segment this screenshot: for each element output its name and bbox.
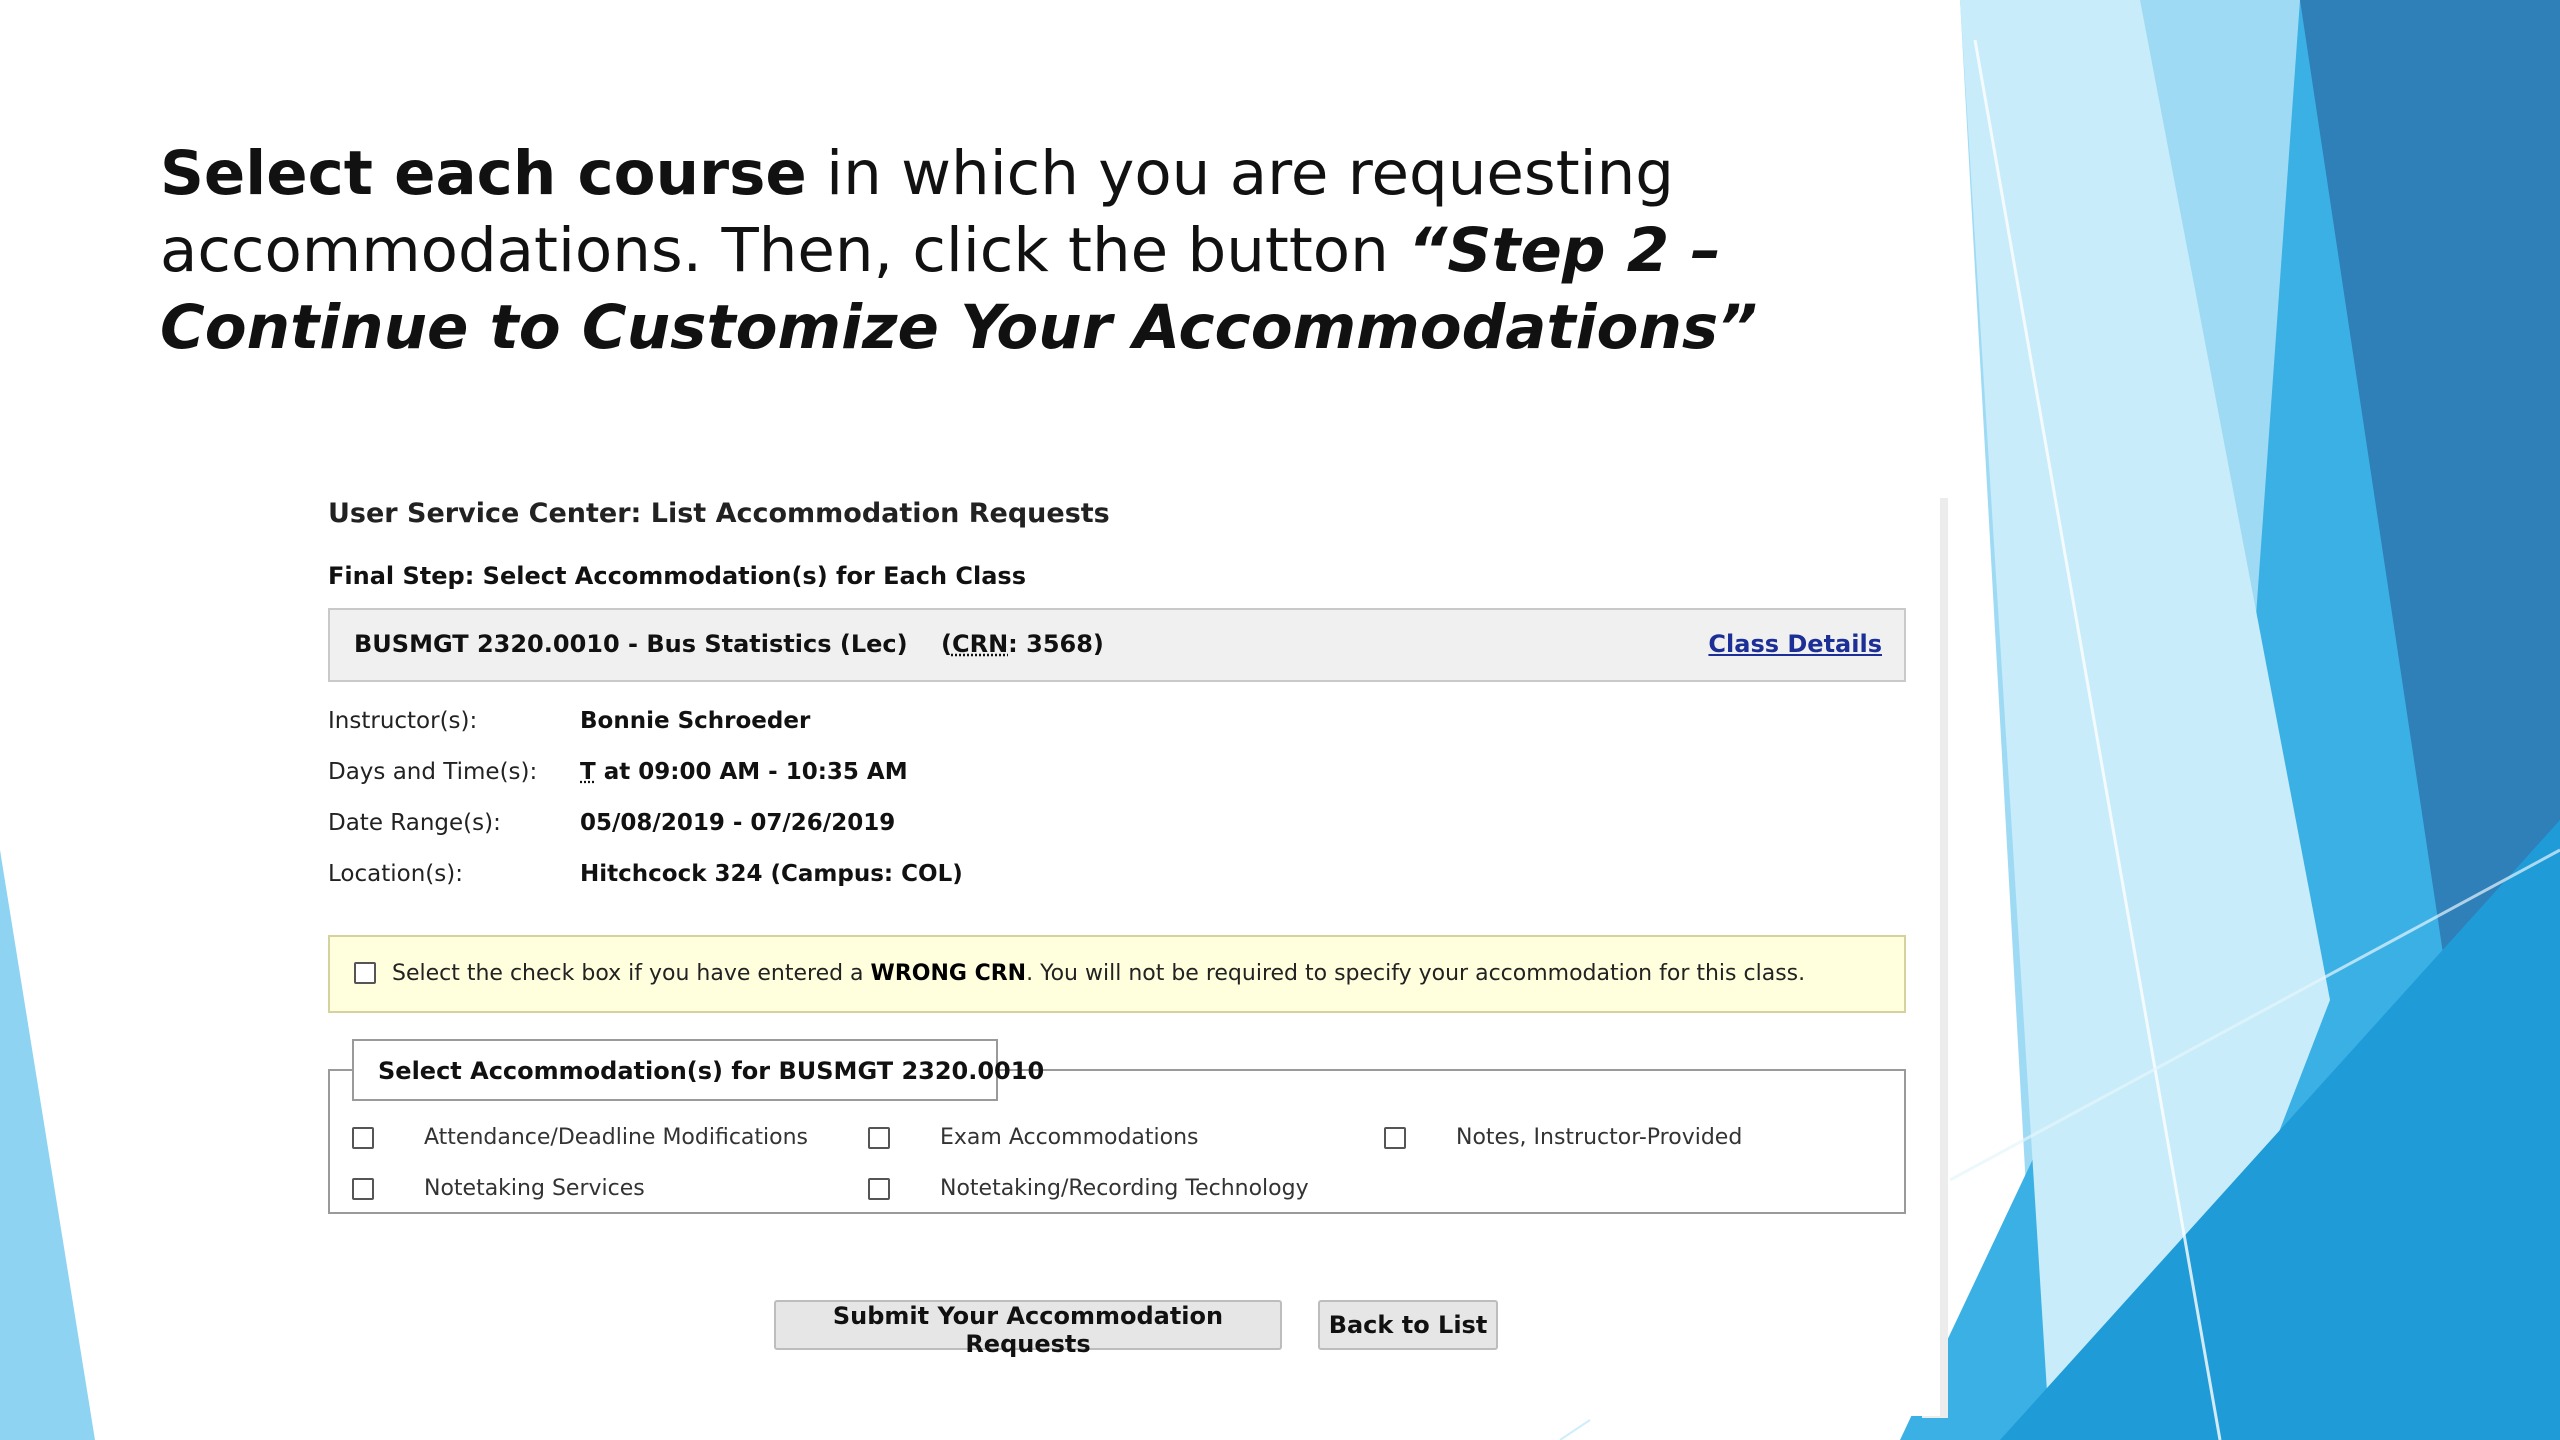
decor-left-sliver [0, 850, 95, 1440]
option-label[interactable]: Notes, Instructor-Provided [1456, 1125, 1743, 1150]
wrong-crn-text-before: Select the check box if you have entered a [392, 961, 871, 986]
option-label[interactable]: Notetaking Services [424, 1176, 645, 1201]
exam-accommodations-checkbox[interactable] [868, 1127, 890, 1149]
wrong-crn-checkbox[interactable] [354, 962, 376, 984]
crn-open: ( [941, 630, 952, 658]
instructor-label: Instructor(s): [328, 708, 478, 734]
notetaking-services-checkbox[interactable] [352, 1178, 374, 1200]
wrong-crn-text-after: . You will not be required to specify your accommodation for this class. [1026, 961, 1806, 986]
step-subtitle: Final Step: Select Accommodation(s) for Each Class [328, 562, 1027, 590]
accommodations-legend-text: Select Accommodation(s) for BUSMGT 2320.0010 [378, 1057, 1045, 1085]
days-times-value [580, 759, 908, 785]
crn-abbr: CRN [951, 630, 1009, 658]
page-title: User Service Center: List Accommodation Requests [328, 498, 1110, 529]
time-range: at 09:00 AM - 10:35 AM [595, 759, 908, 785]
screenshot-panel [300, 486, 1940, 1416]
instructor-value: Bonnie Schroeder [580, 708, 811, 734]
slide-heading-emphasis: “Step 2 – Continue to Customize Your Accommodations” [160, 215, 1758, 363]
option-label[interactable]: Exam Accommodations [940, 1125, 1199, 1150]
notes-instructor-provided-checkbox[interactable] [1384, 1127, 1406, 1149]
decor-thin-line-3 [1560, 1420, 1590, 1440]
slide-heading-text: in which you are requesting accommodations. Then, click the button [160, 138, 1674, 286]
date-range-value: 05/08/2019 - 07/26/2019 [580, 810, 896, 836]
attendance-deadline-checkbox[interactable] [352, 1127, 374, 1149]
accommodations-legend [352, 1039, 1045, 1101]
days-times-label: Days and Time(s): [328, 759, 538, 785]
class-title [354, 630, 1104, 658]
back-to-list-button[interactable]: Back to List [1318, 1300, 1498, 1350]
class-header [328, 608, 1906, 682]
location-value: Hitchcock 324 (Campus: COL) [580, 861, 963, 887]
crn-value: : 3568) [1008, 630, 1104, 658]
date-range-label: Date Range(s): [328, 810, 501, 836]
option-label[interactable]: Notetaking/Recording Technology [940, 1176, 1309, 1201]
wrong-crn-notice [328, 935, 1906, 1013]
location-label: Location(s): [328, 861, 463, 887]
wrong-crn-bold: WRONG CRN [870, 961, 1027, 986]
day-abbr: T [580, 759, 596, 785]
notetaking-recording-technology-checkbox[interactable] [868, 1178, 890, 1200]
submit-accommodation-requests-button[interactable]: Submit Your Accommodation Requests [774, 1300, 1282, 1350]
wrong-crn-text [392, 961, 1805, 986]
slide-heading-bold: Select each course [160, 138, 807, 209]
option-label[interactable]: Attendance/Deadline Modifications [424, 1125, 809, 1150]
class-details-link[interactable]: Class Details [1708, 630, 1882, 658]
slide-heading [160, 135, 1940, 366]
course-name: BUSMGT 2320.0010 - Bus Statistics (Lec) [354, 630, 908, 658]
